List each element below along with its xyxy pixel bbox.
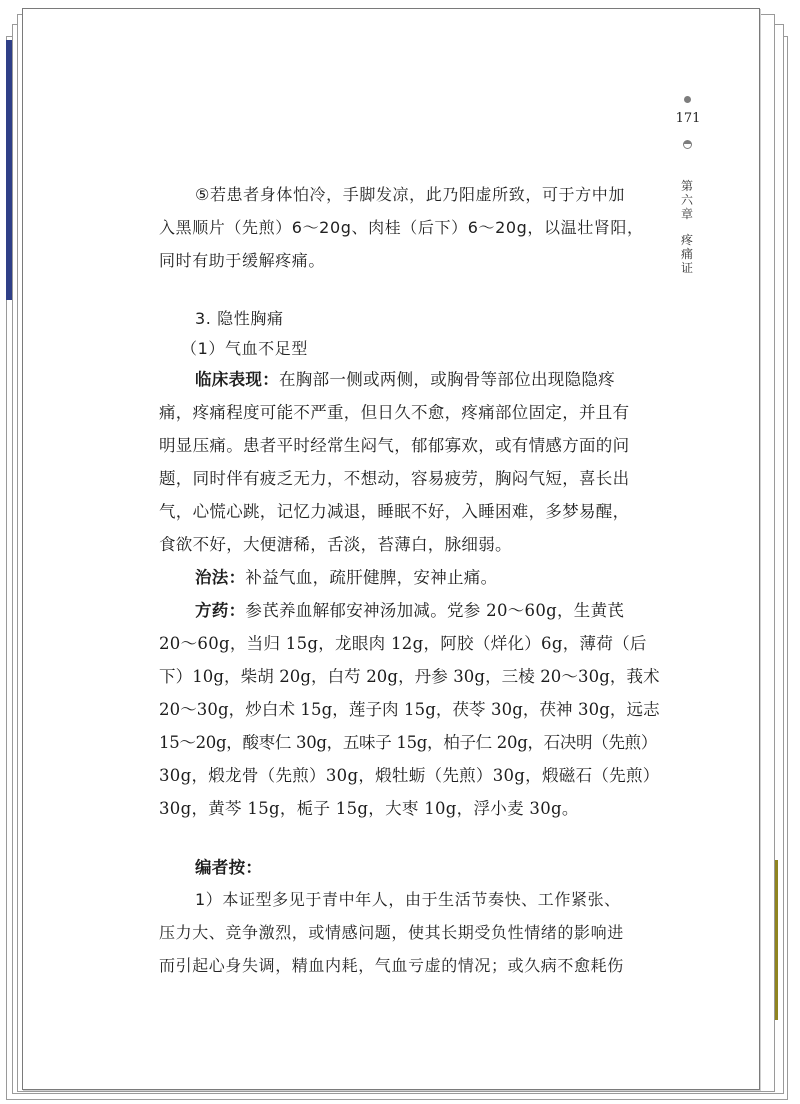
prescription-line-5: 15～20g，酸枣仁 30g，五味子 15g，柏子仁 20g，石决明（先煎） bbox=[159, 733, 658, 752]
clinical-line-3: 明显压痛。患者平时经常生闷气，郁郁寡欢，或有情感方面的问 bbox=[159, 436, 630, 455]
treatment-text: 补益气血，疏肝健脾，安神止痛。 bbox=[245, 568, 498, 587]
prescription-line-2: 20～60g，当归 15g，龙眼肉 12g，阿胶（烊化）6g，薄荷（后 bbox=[159, 634, 647, 653]
running-head bbox=[678, 179, 696, 275]
editor-note-heading: 编者按： bbox=[195, 858, 263, 877]
clinical-line-4: 题，同时伴有疲乏无力，不想动，容易疲劳，胸闷气短，喜长出 bbox=[159, 469, 630, 488]
clinical-text-1: 在胸部一侧或两侧，或胸骨等部位出现隐隐疼 bbox=[279, 370, 615, 389]
clinical-line-1 bbox=[195, 366, 615, 390]
clinical-line-2: 痛，疼痛程度可能不严重，但日久不愈，疼痛部位固定，并且有 bbox=[159, 403, 630, 422]
running-head-chapter: 第六章 bbox=[680, 179, 693, 221]
prescription-label: 方药： bbox=[195, 601, 246, 620]
prescription-line-1 bbox=[195, 597, 624, 621]
p1-line-3: 同时有助于缓解疼痛。 bbox=[159, 251, 326, 270]
page-number: 171 bbox=[675, 111, 701, 126]
p1-line-2: 入黑顺片（先煎）6～20g、肉桂（后下）6～20g，以温壮肾阳， bbox=[159, 218, 644, 237]
subsection-heading: （1）气血不足型 bbox=[181, 339, 308, 358]
editor-note-line-3: 而引起心身失调，精血内耗，气血亏虚的情况；或久病不愈耗伤 bbox=[159, 956, 624, 975]
page-marker-dot bbox=[684, 96, 691, 103]
section-heading: 3. 隐性胸痛 bbox=[195, 309, 284, 328]
editor-note-line-1: 1）本证型多见于青中年人，由于生活节奏快、工作紧张、 bbox=[195, 890, 621, 909]
page-marker-dot-half bbox=[683, 140, 692, 149]
book-page bbox=[22, 8, 760, 1090]
prescription-line-6: 30g，煅龙骨（先煎）30g，煅牡蛎（先煎）30g，煅磁石（先煎） bbox=[159, 766, 660, 785]
prescription-text-1: 参芪养血解郁安神汤加减。党参 20～60g，生黄芪 bbox=[245, 601, 625, 620]
clinical-line-6: 食欲不好，大便溏稀，舌淡，苔薄白，脉细弱。 bbox=[159, 535, 512, 554]
prescription-line-4: 20～30g，炒白术 15g，莲子肉 15g，茯苓 30g，茯神 30g，远志 bbox=[159, 700, 660, 719]
p1-line-1: ⑤若患者身体怕冷，手脚发凉，此乃阳虚所致，可于方中加 bbox=[195, 185, 625, 204]
clinical-label: 临床表现： bbox=[195, 370, 279, 389]
prescription-line-3: 下）10g，柴胡 20g，白芍 20g，丹参 30g，三棱 20～30g，莪术 bbox=[159, 667, 660, 686]
clinical-line-5: 气，心慌心跳，记忆力减退，睡眠不好，入睡困难，多梦易醒， bbox=[159, 502, 630, 521]
prescription-line-7: 30g，黄芩 15g，栀子 15g，大枣 10g，浮小麦 30g。 bbox=[159, 799, 579, 818]
running-head-section: 疼痛证 bbox=[680, 233, 693, 275]
treatment-label: 治法： bbox=[195, 568, 246, 587]
editor-note-line-2: 压力大、竞争激烈，或情感问题，使其长期受负性情绪的影响进 bbox=[159, 923, 624, 942]
treatment-line bbox=[195, 564, 497, 588]
